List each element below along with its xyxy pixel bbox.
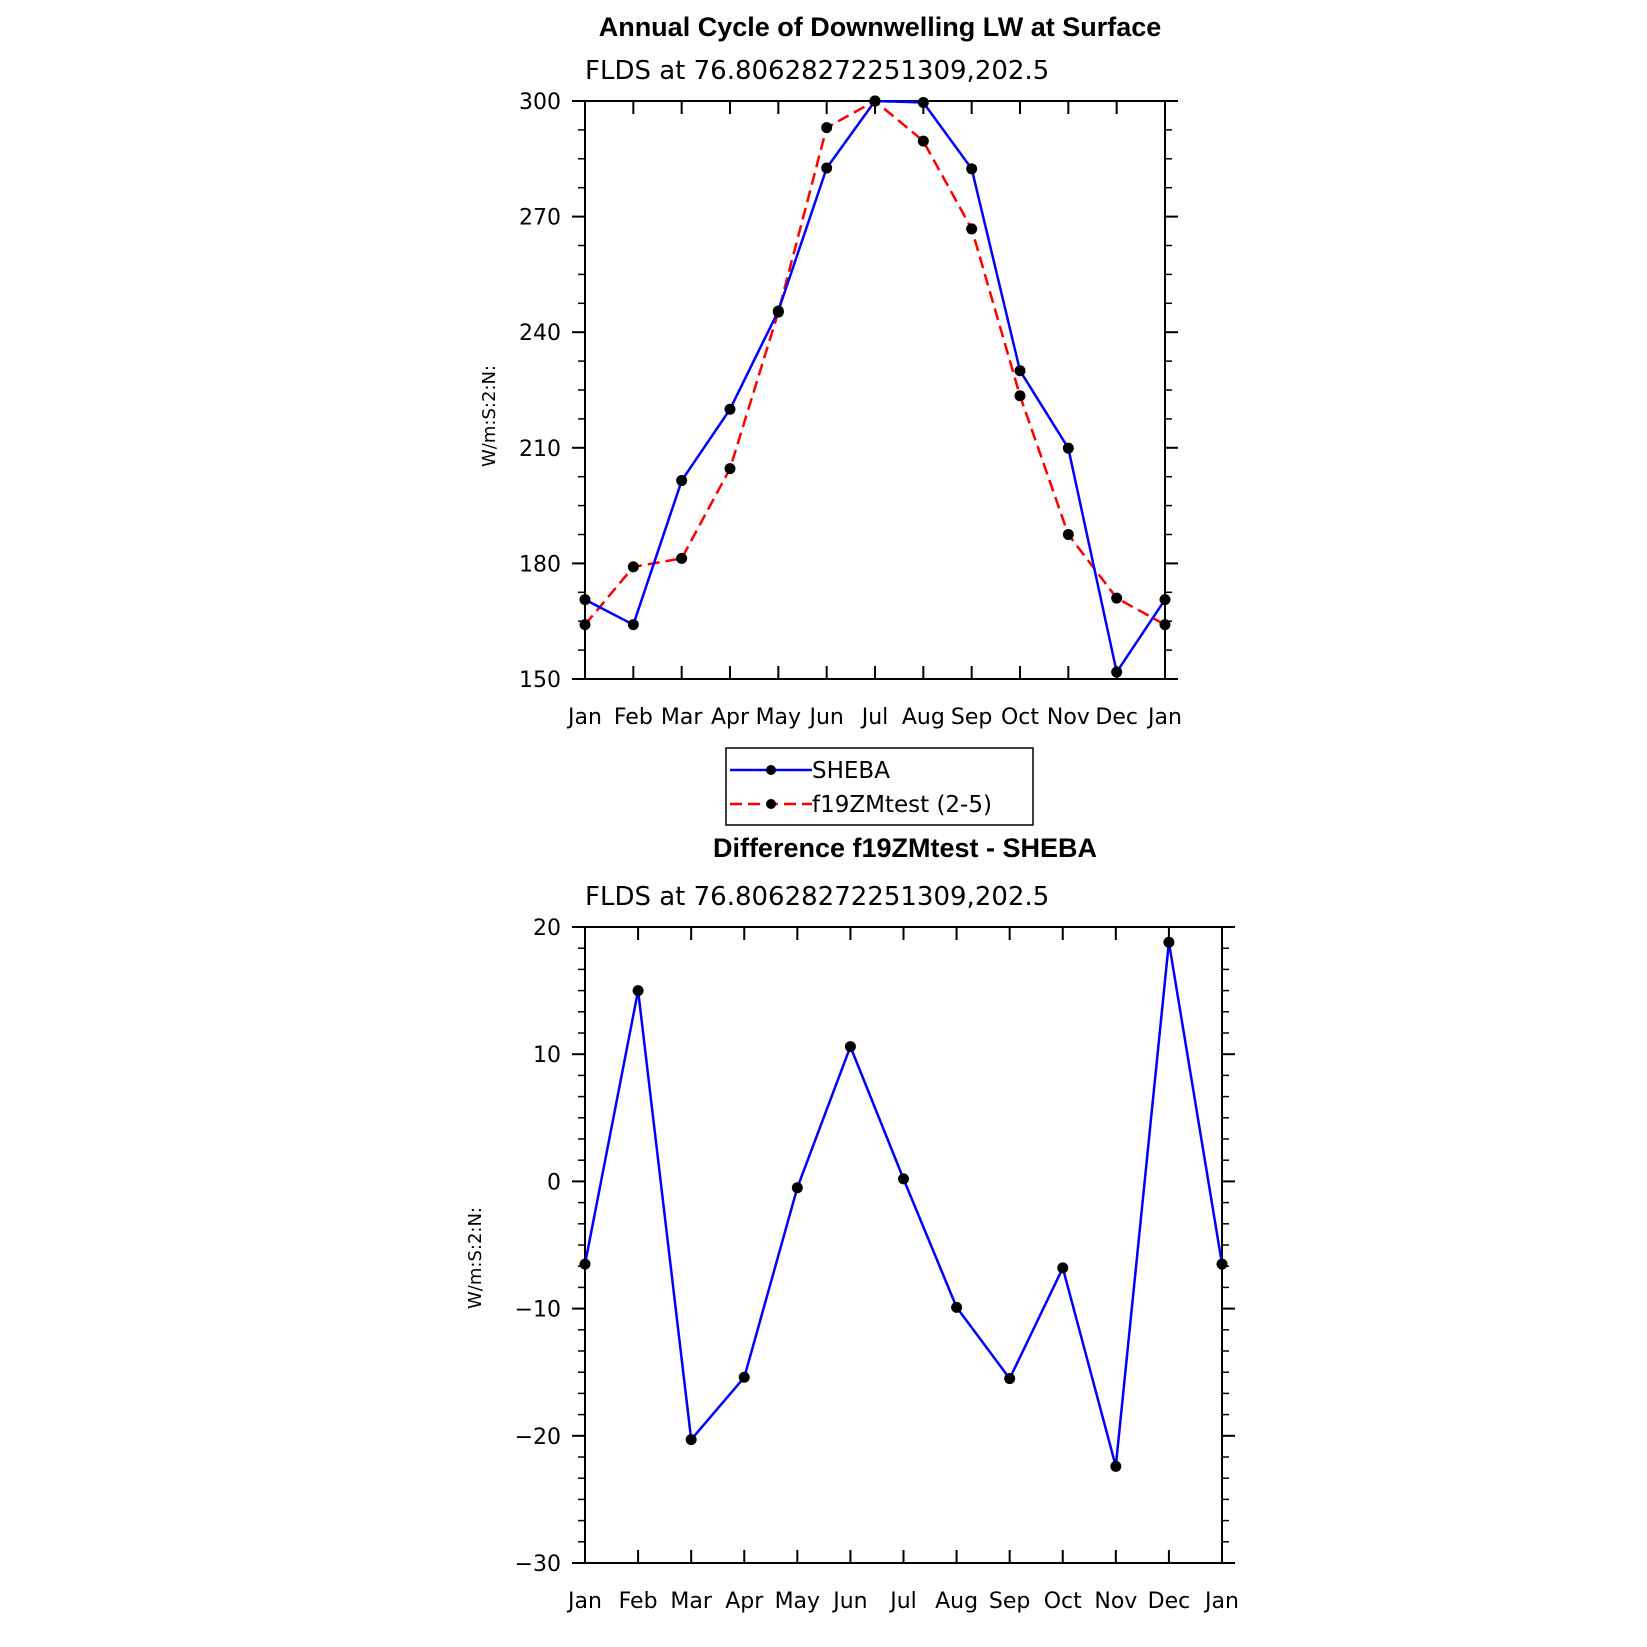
plot-area (515, 916, 1239, 1614)
data-point (1163, 937, 1174, 948)
data-point (1063, 529, 1074, 540)
legend-marker-sheba (766, 765, 776, 775)
x-tick-label: Aug (935, 1589, 979, 1614)
x-tick-label: Feb (618, 1589, 658, 1614)
x-tick-label: Jan (1148, 705, 1182, 730)
x-tick-label: Aug (901, 705, 945, 730)
plot-area (519, 90, 1182, 730)
data-point (918, 97, 929, 108)
legend (726, 748, 1033, 825)
y-tick-label: 180 (519, 552, 561, 578)
data-point (918, 136, 929, 147)
y-tick-label: −10 (514, 1297, 561, 1323)
x-tick-label: Jan (568, 1589, 602, 1614)
x-tick-label: May (755, 705, 802, 730)
x-tick-label: May (774, 1589, 821, 1614)
chart-title: Annual Cycle of Downwelling LW at Surface (598, 12, 1162, 42)
x-tick-label: Oct (1043, 1589, 1082, 1614)
data-point (633, 985, 644, 996)
data-point (1111, 667, 1122, 678)
data-point (821, 122, 832, 133)
legend-marker-f19zmtest (766, 799, 776, 809)
x-tick-label: Oct (1000, 705, 1040, 730)
y-tick-label: 0 (547, 1170, 561, 1196)
data-point (1015, 365, 1026, 376)
data-point (725, 463, 736, 474)
data-point (792, 1182, 803, 1193)
data-point (739, 1372, 750, 1383)
data-point (1160, 619, 1171, 630)
data-point (966, 163, 977, 174)
y-axis-label: W/m:S:2:N: (479, 365, 500, 467)
annual-cycle-panel (479, 12, 1182, 825)
x-tick-label: Nov (1046, 705, 1090, 730)
data-point (870, 96, 881, 107)
x-tick-label: Feb (613, 705, 653, 730)
x-tick-label: Jan (1205, 1589, 1239, 1614)
x-tick-label: Nov (1094, 1589, 1138, 1614)
data-point (773, 307, 784, 318)
y-tick-label: −20 (514, 1424, 561, 1450)
y-tick-label: 240 (519, 321, 561, 347)
data-point (1057, 1262, 1068, 1273)
x-tick-label: Sep (950, 705, 993, 730)
series-line (585, 101, 1165, 625)
data-point (580, 619, 591, 630)
plot-frame (585, 101, 1165, 679)
data-point (676, 475, 687, 486)
data-point (966, 223, 977, 234)
x-tick-label: Sep (988, 1589, 1031, 1614)
x-tick-label: Apr (725, 1589, 764, 1614)
data-point (628, 561, 639, 572)
x-tick-label: Jul (890, 1589, 917, 1614)
data-point (898, 1173, 909, 1184)
series-line (585, 101, 1165, 672)
data-point (1111, 593, 1122, 604)
x-tick-label: Jun (833, 1589, 868, 1614)
y-tick-label: 10 (533, 1043, 561, 1069)
x-tick-label: Mar (660, 705, 703, 730)
data-point (951, 1302, 962, 1313)
data-point (845, 1041, 856, 1052)
x-tick-label: Jan (568, 705, 602, 730)
x-tick-label: Jul (861, 705, 889, 730)
x-tick-label: Apr (710, 705, 750, 730)
data-point (1063, 443, 1074, 454)
chart-title: Difference f19ZMtest - SHEBA (712, 833, 1098, 863)
y-tick-label: 270 (519, 205, 561, 231)
y-axis-label: W/m:S:2:N: (465, 1207, 486, 1309)
legend-label-sheba: SHEBA (812, 758, 890, 784)
x-tick-label: Jun (809, 705, 844, 730)
data-point (580, 1259, 591, 1270)
x-tick-label: Dec (1147, 1589, 1191, 1614)
data-point (1217, 1259, 1228, 1270)
data-point (725, 404, 736, 415)
data-point (1004, 1373, 1015, 1384)
x-tick-label: Dec (1095, 705, 1138, 730)
x-tick-label: Mar (670, 1589, 712, 1614)
data-point (676, 553, 687, 564)
data-point (1160, 594, 1171, 605)
data-point (1110, 1461, 1121, 1472)
data-point (686, 1434, 697, 1445)
y-tick-label: −30 (514, 1552, 561, 1577)
data-point (1015, 390, 1026, 401)
plot-frame (585, 927, 1222, 1563)
chart-subtitle: FLDS at 76.80628272251309,202.5 (585, 56, 1050, 86)
y-tick-label: 150 (519, 668, 561, 693)
chart-subtitle: FLDS at 76.80628272251309,202.5 (585, 882, 1050, 912)
series-line (585, 942, 1222, 1466)
legend-label-f19zmtest: f19ZMtest (2-5) (812, 792, 992, 818)
y-tick-label: 210 (519, 436, 561, 462)
data-point (580, 594, 591, 605)
y-tick-label: 20 (533, 916, 561, 941)
data-point (821, 163, 832, 174)
y-tick-label: 300 (519, 90, 561, 115)
difference-panel (465, 833, 1239, 1614)
data-point (628, 619, 639, 630)
